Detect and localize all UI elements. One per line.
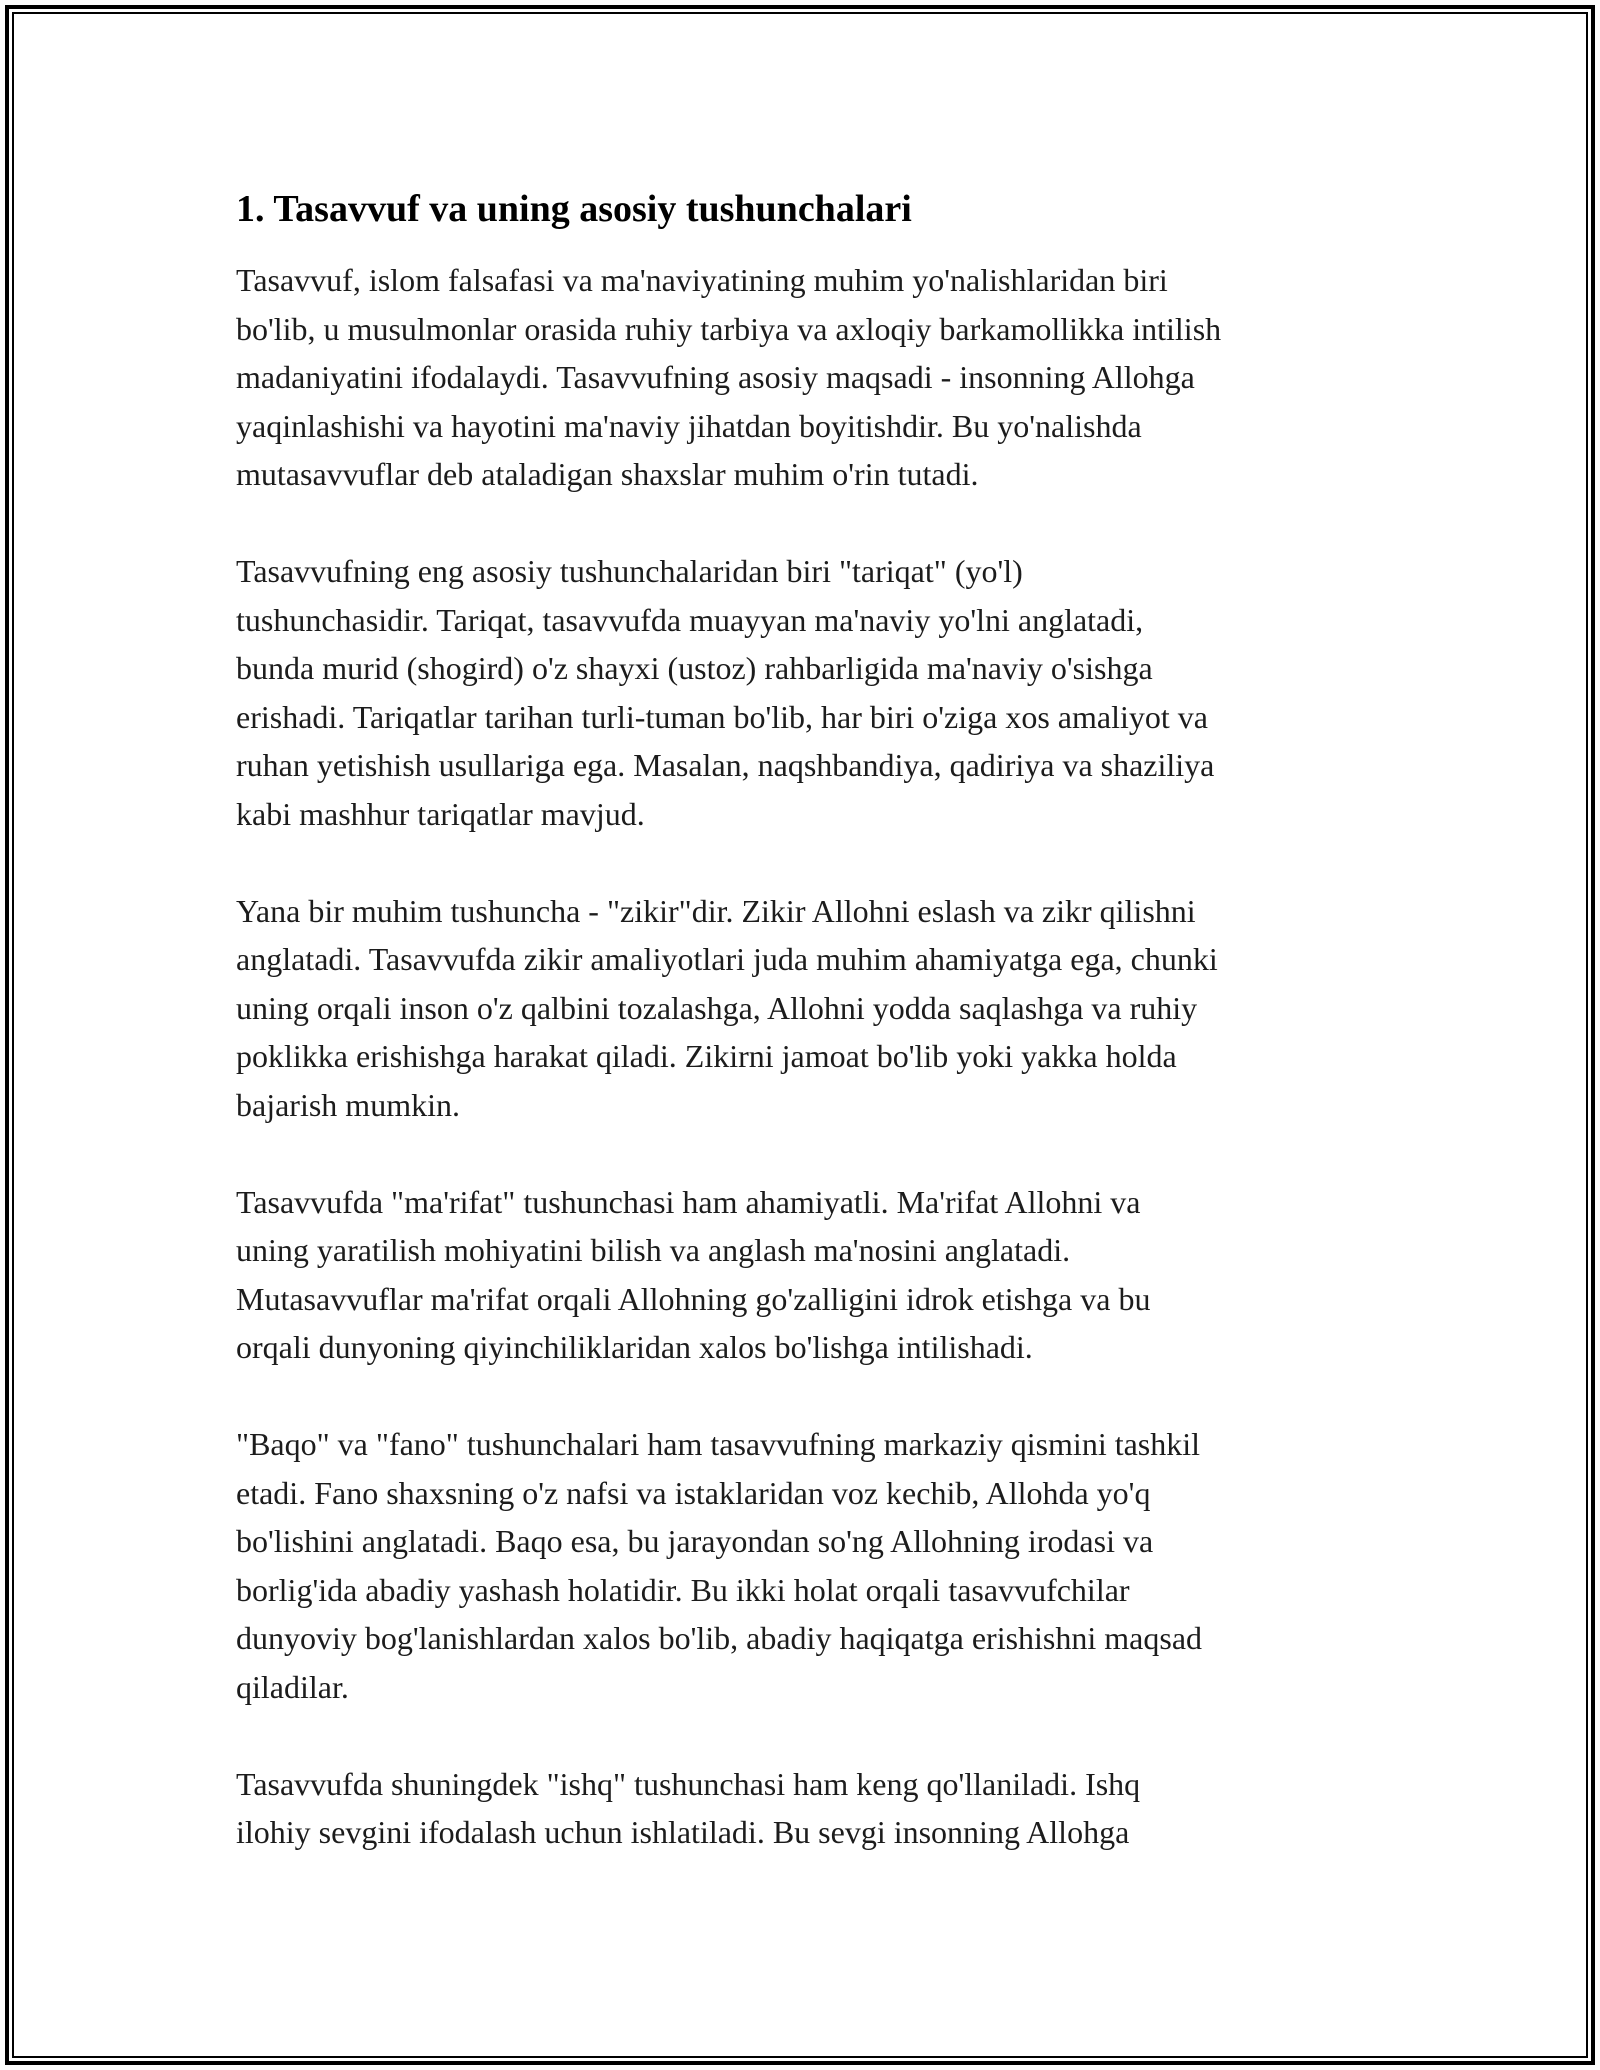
text-line: madaniyatini ifodalaydi. Tasavvufning asosiy maqsadi - insonning Allohga: [236, 359, 1195, 395]
text-line: uning yaratilish mohiyatini bilish va anglash ma'nosini anglatadi.: [236, 1232, 1071, 1268]
text-line: ruhan yetishish usullariga ega. Masalan, naqshbandiya, qadiriya va shaziliya: [236, 747, 1215, 783]
text-line: etadi. Fano shaxsning o'z nafsi va istaklaridan voz kechib, Allohda yo'q: [236, 1474, 1151, 1511]
text-line: erishadi. Tariqatlar tarihan turli-tuman bo'lib, har biri o'ziga xos amaliyot va: [236, 698, 1208, 735]
text-line: bunda murid (shogird) o'z shayxi (ustoz) rahbarligida ma'naviy o'sishga: [236, 650, 1153, 686]
paragraph-marifat: [236, 1178, 1376, 1372]
document-body: [236, 185, 1376, 1905]
text-line: bajarish mumkin.: [236, 1086, 460, 1123]
text-line: anglatadi. Tasavvufda zikir amaliyotlari juda muhim ahamiyatga ega, chunki: [236, 941, 1218, 977]
paragraph-zikir: [236, 887, 1376, 1130]
text-line: Tasavvuf, islom falsafasi va ma'naviyatining muhim yo'nalishlaridan biri: [236, 262, 1168, 298]
text-line: mutasavvuflar deb ataladigan shaxslar muhim o'rin tutadi.: [236, 456, 979, 492]
paragraph-ishq: [236, 1760, 1376, 1857]
text-line: bo'lishini anglatadi. Baqo esa, bu jarayondan so'ng Allohning irodasi va: [236, 1523, 1154, 1559]
text-line: Tasavvufda "ma'rifat" tushunchasi ham ahamiyatli. Ma'rifat Allohni va: [236, 1183, 1141, 1220]
text-line: kabi mashhur tariqatlar mavjud.: [236, 795, 645, 832]
section-heading: 1. Tasavvuf va uning asosiy tushunchalari: [236, 188, 912, 230]
text-line: "Baqo" va "fano" tushunchalari ham tasavvufning markaziy qismini tashkil: [236, 1426, 1201, 1462]
text-line: ilohiy sevgini ifodalash uchun ishlatiladi. Bu sevgi insonning Allohga: [236, 1814, 1130, 1850]
text-line: bo'lib, u musulmonlar orasida ruhiy tarbiya va axloqiy barkamollikka intilish: [236, 310, 1222, 347]
text-line: tushunchasidir. Tariqat, tasavvufda muayyan ma'naviy yo'lni anglatadi,: [236, 601, 1144, 638]
text-line: poklikka erishishga harakat qiladi. Zikirni jamoat bo'lib yoki yakka holda: [236, 1038, 1177, 1074]
text-line: Yana bir muhim tushuncha - "zikir"dir. Zikir Allohni eslash va zikr qilishni: [236, 892, 1196, 929]
text-line: qiladilar.: [236, 1668, 349, 1705]
text-line: Tasavvufda shuningdek "ishq" tushunchasi ham keng qo'llaniladi. Ishq: [236, 1765, 1141, 1802]
text-line: dunyoviy bog'lanishlardan xalos bo'lib, abadiy haqiqatga erishishni maqsad: [236, 1620, 1203, 1656]
text-line: Mutasavvuflar ma'rifat orqali Allohning go'zalligini idrok etishga va bu: [236, 1280, 1151, 1317]
text-line: Tasavvufning eng asosiy tushunchalaridan biri "tariqat" (yo'l): [236, 553, 1023, 589]
text-line: orqali dunyoning qiyinchiliklaridan xalos bo'lishga intilishadi.: [236, 1329, 1033, 1365]
paragraph-baqo-fano: [236, 1420, 1376, 1711]
paragraph-tariqat: [236, 547, 1376, 838]
paragraph-intro: [236, 256, 1376, 499]
text-line: uning orqali inson o'z qalbini tozalashga, Allohni yodda saqlashga va ruhiy: [236, 989, 1198, 1026]
text-line: borlig'ida abadiy yashash holatidir. Bu ikki holat orqali tasavvufchilar: [236, 1571, 1130, 1608]
text-line: yaqinlashishi va hayotini ma'naviy jihatdan boyitishdir. Bu yo'nalishda: [236, 407, 1142, 444]
